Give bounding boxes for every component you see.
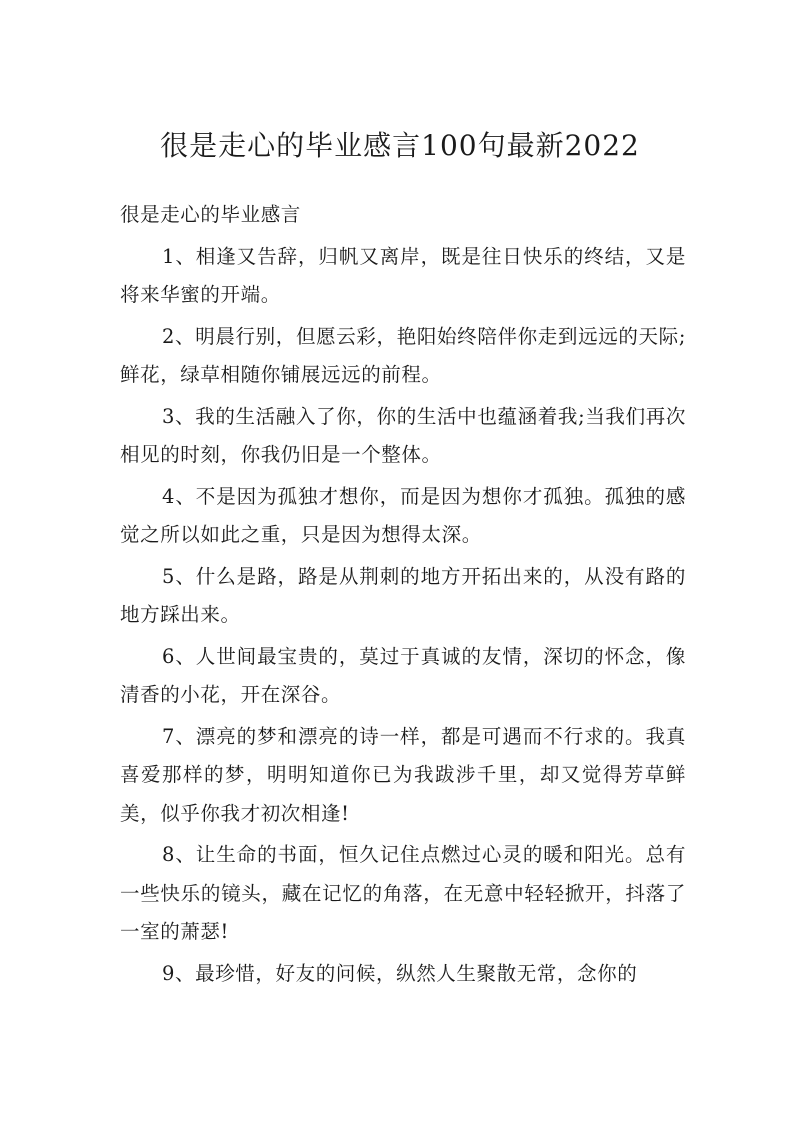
paragraph-3: 3、我的生活融入了你，你的生活中也蕴涵着我;当我们再次相见的时刻，你我仍旧是一个整体。 [120,404,686,466]
paragraph-6: 6、人世间最宝贵的，莫过于真诚的友情，深切的怀念，像清香的小花，开在深谷。 [120,644,686,706]
document-subtitle: 很是走心的毕业感言 [120,203,301,226]
paragraph-4: 4、不是因为孤独才想你，而是因为想你才孤独。孤独的感觉之所以如此之重，只是因为想得太深。 [120,484,686,546]
paragraph-1: 1、相逢又告辞，归帆又离岸，既是往日快乐的终结，又是将来华蜜的开端。 [120,244,686,306]
document-title: 很是走心的毕业感言100句最新2022 [160,129,640,162]
paragraph-9: 9、最珍惜，好友的问候，纵然人生聚散无常，念你的 [162,961,638,985]
paragraph-2: 2、明晨行别，但愿云彩，艳阳始终陪伴你走到远远的天际;鲜花，绿草相随你铺展远远的前程。 [120,324,686,386]
paragraph-5: 5、什么是路，路是从荆刺的地方开拓出来的，从没有路的地方踩出来。 [120,564,686,626]
document-body [120,196,686,996]
paragraph-7: 7、漂亮的梦和漂亮的诗一样，都是可遇而不行求的。我真喜爱那样的梦，明明知道你已为我跋涉千里，却又觉得芳草鲜美，似乎你我才初次相逢! [120,724,686,825]
paragraph-8: 8、让生命的书面，恒久记住点燃过心灵的暖和阳光。总有一些快乐的镜头，藏在记忆的角落，在无意中轻轻掀开，抖落了一室的萧瑟! [120,843,686,943]
